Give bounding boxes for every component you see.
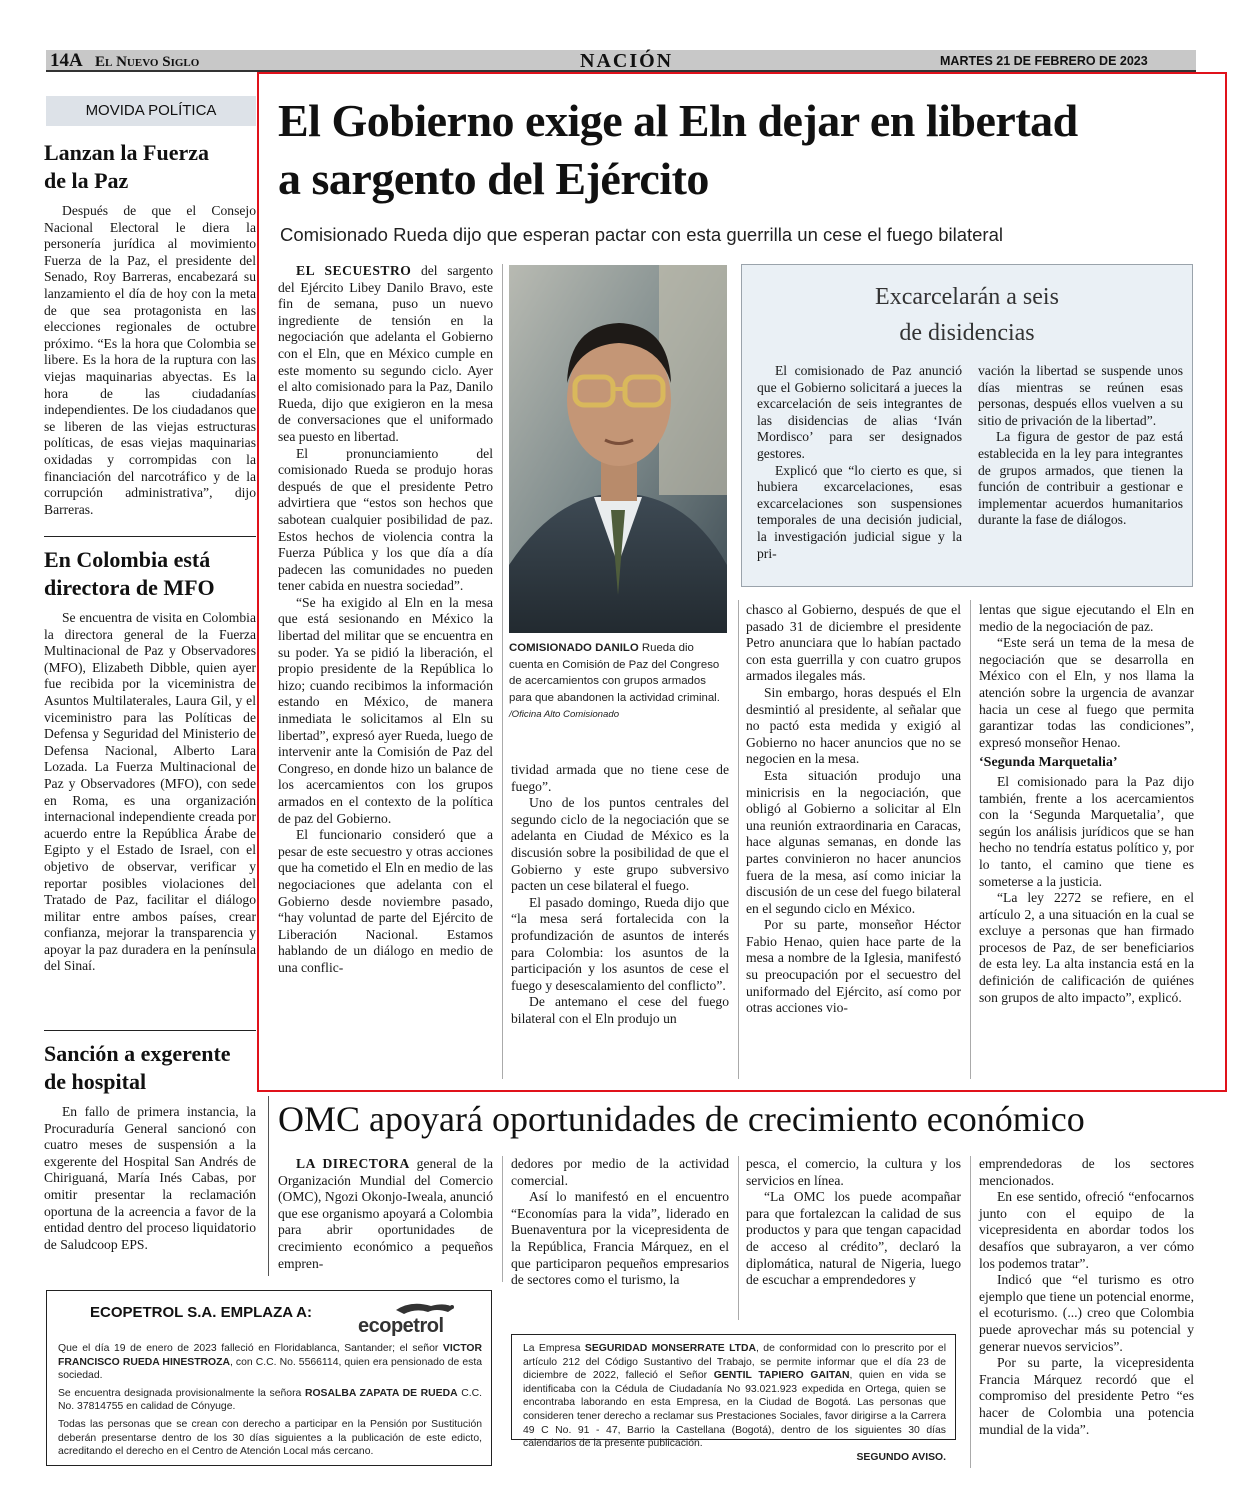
sidebar-c2-p1: vación la libertad se suspende unos días mientras se reúnen esas personas, después ellos vuelven a su sitio de privación de la libertad”. xyxy=(978,363,1183,428)
sidebar-title-1: Excarcelarán a seis xyxy=(875,284,1059,310)
second-col-3 xyxy=(746,1156,961,1318)
main-col2-p3: El pasado domingo, Rueda dijo que “la mesa será fortalecida con la profundización de asuntos de interés para Colombia: los asuntos de la participación y los asuntos de cese el fuego y desescalamiento del conflicto”. xyxy=(511,894,729,993)
main-col3-p4: Por su parte, monseñor Héctor Fabio Henao, quien hace parte de la mesa a nombre de la Iglesia, manifestó su preocupación por el secuestro del uniformado del Ejército, así como por otras acciones vio- xyxy=(746,917,961,1016)
ad-ecopetrol-title: ECOPETROL S.A. EMPLAZA A: xyxy=(90,1304,312,1321)
ecopetrol-logo xyxy=(356,1298,481,1338)
section-label: MOVIDA POLÍTICA xyxy=(85,102,217,119)
main-col4-p3: El comisionado para la Paz dijo también, frente a los acercamientos con la ‘Segunda Marquetalia’, que según los análisis jurídicos que se han hecho no tendría estatus político y, por lo tanto, el camino que tiene es someterse a la justicia. xyxy=(979,773,1194,889)
brief-divider-1 xyxy=(44,536,256,537)
main-subheadline: Comisionado Rueda dijo que esperan pactar con esta guerrilla un cese el fuego bilateral xyxy=(280,224,1003,245)
brief-text-2: Se encuentra de visita en Colombia la directora general de la Fuerza Multinacional de Paz y Observadores (MFO), Elizabeth Dibble, quien ayer fue recibida por la viceministra de Asuntos Multilaterales, Laura Gil, y el viceministro para las Políticas de Defensa y Seguridad del Ministerio de Defensa Nacional, Alberto Lara Lozada. La Fuerza Multinacional de Paz y Observadores (MFO), con sede en Roma, es una organización internacional independiente creada por acuerdo entre la República Árabe de Egipto y el Estado de Israel, con el objetivo de observar, verificar y reportar posibles violaciones del Tratado de Paz, facilitar el diálogo militar entre ambos países, crear confianza, mejorar la transparencia y apoyar la paz duradera en la península del Sinaí. xyxy=(44,610,256,974)
photo-caption xyxy=(509,640,727,724)
ad-seguridad-p: La Empresa SEGURIDAD MONSERRATE LTDA, de conformidad con lo prescrito por el artículo 212 del Código Sustantivo del Trabajo, se permite informar que el día 23 de diciembre de 2022, falleció el Señor GENTIL TAPIERO GAITAN, quien en vida se identificaba con la Cédula de Ciudadanía No 93.021.923 expedida en Ortega, quien se encontraba laborando en esta Empresa, en la Ciudad de Bogotá. Las personas que consideren tener derecho a reclamar sus Prestaciones Sociales, favor dirigirse a la Carrera 49 C No. 91 - 47, Barrio la Castellana (Bogotá), dentro de los siguientes 30 días calendarios de la presente publicación. xyxy=(523,1343,947,1450)
ad-ecopetrol-p1: Que el día 19 de enero de 2023 falleció en Floridablanca, Santander; el señor VICTOR FRANCISCO RUEDA HINESTROZA, con C.C. No. 5566114, quien era pensionado de esta sociedad. xyxy=(58,1343,483,1382)
brief-text-3: En fallo de primera instancia, la Procuraduría General sancionó con cuatro meses de suspensión a la exgerente del Hospital San Andrés de Chiriguaná, María Inés Cabas, por omitir presentar la reclamación oportuna de la acreencia a favor de la entidad dentro del proceso liquidatorio de Saludcoop EPS. xyxy=(44,1104,256,1252)
main-col1-p2: El pronunciamiento del comisionado Rueda se produjo horas después de que el presidente Petro advirtiera que “estos son hechos que sabotean cualquier posibilidad de paz. Estos hechos de violencia contra la Fuerza Pública y los que día a día padecen las comunidades no pueden tener cabida en nuestra sociedad”. xyxy=(278,445,493,594)
ad-ecopetrol-body xyxy=(58,1342,482,1459)
second-col4-p1: emprendedoras de los sectores mencionados. xyxy=(979,1156,1194,1188)
column-rule-main-1 xyxy=(502,264,503,1079)
main-col1-p1-text: del sargento del Ejército Libey Danilo Bravo, este fin de semana, puso un nuevo ingrediente de tensión en la negociación que adelanta el Gobierno con el Eln, que en México cumple en este momento su segundo ciclo. Ayer el alto comisionado para la Paz, Danilo Rueda, dijo que exigieron en la mesa de conversaciones que el uniformado sea puesto en libertad. xyxy=(278,263,493,444)
second-col3-p2: “La OMC los puede acompañar para que fortalezcan la calidad de sus productos y para que tengan capacidad de acceso al crédito”, declaró la diplomática, natural de Nigeria, luego de escuchar a emprendedores y xyxy=(746,1189,961,1288)
page-number: 14A xyxy=(50,50,83,71)
brief-body-2 xyxy=(44,610,256,1022)
sidebar-col-2 xyxy=(978,363,1183,577)
main-col4-p1: lentas que sigue ejecutando el Eln en medio de la negociación de paz. xyxy=(979,602,1194,634)
main-col2-p4: De antemano el cese del fuego bilateral con el Eln produjo un xyxy=(511,994,729,1026)
main-col-3 xyxy=(746,602,961,1079)
main-col4-p4: “La ley 2272 se refiere, en el artículo 2, a una situación en la cual se excluye a personas que han firmado procesos de Paz, de ser beneficiarios de esta ley. La alta instancia está en la definición de calificación de quiénes son grupos de alto impacto”, explicó. xyxy=(979,890,1194,1005)
main-col2-p1: tividad armada que no tiene cese de fuego”. xyxy=(511,762,729,794)
second-col1-p1 xyxy=(278,1156,493,1272)
photo-caption-bold: COMISIONADO DANILO xyxy=(509,642,639,654)
column-rule-second-1 xyxy=(502,1156,503,1282)
second-col-2 xyxy=(511,1156,729,1288)
brief-text-1: Después de que el Consejo Nacional Electoral le diera la personería jurídica al movimiento Fuerza de la Paz, el presidente del Senado, Roy Barreras, encabezará su lanzamiento el día de hoy con la meta de que sea protagonista en las elecciones regionales de octubre próximo. “Es la hora que Colombia se libere. Es la hora de la ruptura con las viejas maquinarias abyectas. Es la hora de las ciudadanías independientes. De los ciudadanos que se liberen de las viejas estructuras políticas, de esas viejas maquinarias oxidadas y corrompidas con la financiación del narcotráfico y de la corrupción administrativa”, dijo Barreras. xyxy=(44,203,256,517)
brief-body-1 xyxy=(44,203,256,530)
brief-title-3: Sanción a exgerente de hospital xyxy=(44,1041,231,1094)
photo-danilo-rueda xyxy=(509,265,727,633)
main-col4-subhead: ‘Segunda Marquetalia’ xyxy=(979,755,1118,771)
second-col-4 xyxy=(979,1156,1194,1466)
main-col-1 xyxy=(278,263,493,1079)
main-col-4 xyxy=(979,602,1194,1079)
main-headline: El Gobierno exige al Eln dejar en libertad a sargento del Ejército xyxy=(278,95,1078,204)
ad-seguridad-notice: SEGUNDO AVISO. xyxy=(856,1451,946,1463)
sidebar-c1-p2: Explicó que “lo cierto es que, si hubiera excarcelaciones, esas excarcelaciones son suspensiones temporales de una decisión judicial, la investigación judicial sigue y la pri- xyxy=(757,462,962,561)
column-rule-second-2 xyxy=(738,1156,739,1320)
main-col3-p3: Esta situación produjo una minicrisis en la negociación, que obligó al Gobierno a solicitar al Eln una reunión extraordinaria en Caracas, hace algunas semanas, en donde las partes convinieron no hacer anuncios fuera de la mesa, así como iniciar la discusión de un cese del fuego bilateral en el segundo ciclo en México. xyxy=(746,767,961,916)
second-col-1 xyxy=(278,1156,493,1276)
ad-ecopetrol-p2: Se encuentra designada provisionalmente la señora ROSALBA ZAPATA DE RUEDA C.C. No. 37814755 en calidad de Cónyuge. xyxy=(58,1387,482,1413)
issue-date: MARTES 21 DE FEBRERO DE 2023 xyxy=(940,54,1148,68)
ecopetrol-logo-text: ecopetrol xyxy=(358,1315,444,1337)
main-col2-p2: Uno de los puntos centrales del segundo ciclo de la negociación que se adelanta en Ciudad de México es la discusión sobre la posibilidad de que el Gobierno y este grupo subversivo pacten un cese bilateral el fuego. xyxy=(511,795,729,894)
main-col3-p2: Sin embargo, horas después el Eln desmintió al presidente, al señalar que no pactó esta medida y exigió al Gobierno no hacer anuncios que no se negocien en la mesa. xyxy=(746,684,961,767)
photo-caption-text: Rueda dio cuenta en Comisión de Paz del Congreso de acercamientos con grupos armados para que abandonen la actividad criminal. xyxy=(509,642,720,704)
ad-seguridad-body xyxy=(523,1342,946,1464)
second-col4-p3: Indicó que “el turismo es otro ejemplo que tiene un potencial enorme, el ecoturismo. (...) creo que Colombia puede aprovechar más su potencial y generar nuevos servicios”. xyxy=(979,1272,1194,1354)
main-col-2 xyxy=(511,762,729,1079)
column-rule-main-3 xyxy=(970,600,971,1079)
section-name: NACIÓN xyxy=(580,50,674,72)
main-col1-p1 xyxy=(278,263,493,446)
main-col3-p1: chasco al Gobierno, después de que el pasado 31 de diciembre el presidente Petro anunciara que lo habían pactado con esta guerrilla y con cuatro grupos armados ilegales más. xyxy=(746,602,961,684)
second-col2-p2: Así lo manifestó en el encuentro “Economías para la vida”, liderado en Buenaventura por la vicepresidenta de la República, Francia Márquez, en el que participaron pequeños empresarios de sectores como el turismo, la xyxy=(511,1189,729,1288)
portrait-illustration xyxy=(509,265,727,633)
second-col1-p1-text: general de la Organización Mundial del Comercio (OMC), Ngozi Okonjo-Iweala, anunció que ese organismo apoyará a Colombia para abrir oportunidades de crecimiento económico a pequeños empren- xyxy=(278,1156,493,1271)
main-col1-p3: “Se ha exigido al Eln en la mesa que está sesionando en México la libertad del militar que se encuentra en su poder. Ya se pidió la liberación, el propio presidente de la República lo hizo; cuando recibimos la información estando en México, de manera inmediata le solicitamos al Eln su libertad”, expresó ayer Rueda, luego de intervenir ante la Comisión de Paz del Congreso, en donde hizo un balance de los acercamientos con los grupos armados en el contexto de la política de paz del Gobierno. xyxy=(278,594,493,826)
main-lead-caps: EL SECUESTRO xyxy=(296,263,412,278)
second-col4-p4: Por su parte, la vicepresidenta Francia Márquez recordó que el compromiso del presidente Petro “es hacer de Colombia una potencia mundial de la vida”. xyxy=(979,1355,1194,1437)
brief-title-2: En Colombia está directora de MFO xyxy=(44,547,215,600)
second-lead-caps: LA DIRECTORA xyxy=(296,1156,410,1171)
second-col4-p2: En ese sentido, ofreció “enfocarnos junto con el equipo de la vicepresidenta en abordar todos los desafíos que subrayaron, a ver cómo los podemos tratar”. xyxy=(979,1189,1194,1271)
sidebar-c1-p1: El comisionado de Paz anunció que el Gobierno solicitará a jueces la excarcelación de seis integrantes de las disidencias de alias ‘Iván Mordisco’ para ser designados gestores. xyxy=(757,363,962,461)
photo-credit: /Oficina Alto Comisionado xyxy=(509,709,620,720)
main-col1-p4: El funcionario consideró que a pesar de este secuestro y otras acciones que ha cometido el Eln en medio de las negociaciones que adelanta con el Gobierno desde noviembre pasado, “hay voluntad de parte del Ejército de Liberación Nacional. Estamos hablando de un diálogo en medio de una conflic- xyxy=(278,827,493,975)
second-col3-p1: pesca, el comercio, la cultura y los servicios en línea. xyxy=(746,1156,961,1188)
column-rule-second-3 xyxy=(970,1156,971,1468)
column-rule-left xyxy=(268,1096,269,1276)
brief-body-3 xyxy=(44,1104,256,1276)
sidebar-title-2: de disidencias xyxy=(899,320,1035,346)
sidebar-col-1 xyxy=(757,363,962,577)
main-col4-p2: “Este será un tema de la mesa de negociación que se desarrolla en México con el Eln, y nos llama la atención sobre la urgencia de avanzar hacia un cese al fuego que permita garantizar todas las condiciones”, expresó monseñor Henao. xyxy=(979,635,1194,750)
column-rule-main-2 xyxy=(738,600,739,1079)
ad-ecopetrol-p3: Todas las personas que se crean con derecho a participar en la Pensión por Sustitución deberán presentarse dentro de los 30 días siguientes a la publicación de este edicto, acreditando el derecho en el Centro de Atención Local más cercano. xyxy=(58,1418,482,1458)
brief-divider-2 xyxy=(44,1030,256,1031)
second-col2-p1: dedores por medio de la actividad comercial. xyxy=(511,1156,729,1188)
brief-title-1: Lanzan la Fuerza de la Paz xyxy=(44,140,209,193)
second-headline: OMC apoyará oportunidades de crecimiento económico xyxy=(278,1099,1085,1139)
publication-name: El Nuevo Siglo xyxy=(95,54,200,70)
sidebar-c2-p2: La figura de gestor de paz está establecida en la ley para integrantes de grupos armados, que tienen la función de contribuir a gestionar e implementar acuerdos humanitarios durante la fase de diálogos. xyxy=(978,429,1183,528)
